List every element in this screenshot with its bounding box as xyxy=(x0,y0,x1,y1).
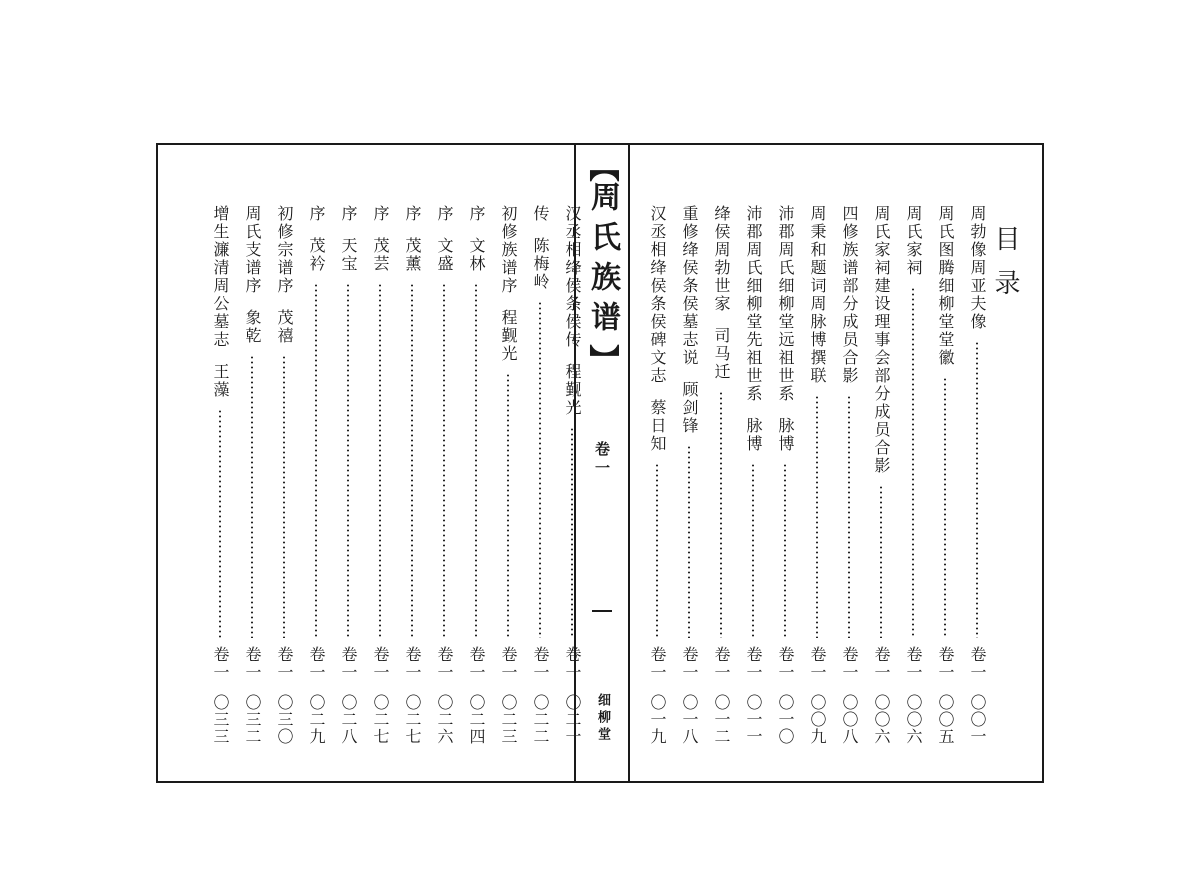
entry-page: 〇〇九 xyxy=(808,694,827,745)
leader-dots xyxy=(688,445,690,638)
toc-entry[interactable] xyxy=(740,205,766,745)
entry-volume: 卷一 xyxy=(648,646,667,682)
leader-dots xyxy=(251,355,253,638)
entry-title: 周氏家祠 xyxy=(904,205,923,277)
leader-dots xyxy=(411,283,413,638)
entry-title: 汉丞相绛侯条侯碑文志 xyxy=(648,205,667,385)
entry-author: 王藻 xyxy=(211,363,230,399)
entry-title: 周氏图腾细柳堂堂徽 xyxy=(936,205,955,367)
toc-entry[interactable] xyxy=(527,205,553,745)
entry-title: 序 xyxy=(307,205,326,223)
entry-title: 重修绛侯条侯墓志说 xyxy=(680,205,699,367)
left-page-toc xyxy=(182,205,582,745)
entry-page: 〇二四 xyxy=(467,694,486,745)
toc-entry[interactable] xyxy=(676,205,702,745)
entry-author: 象乾 xyxy=(243,309,262,345)
hall-name: 细柳堂 xyxy=(595,693,610,744)
toc-entry[interactable] xyxy=(431,205,457,745)
toc-entry[interactable] xyxy=(644,205,670,745)
toc-entry[interactable] xyxy=(271,205,297,745)
entry-page: 〇二一 xyxy=(563,694,582,745)
entry-author: 茂衿 xyxy=(307,237,326,273)
toc-entry[interactable] xyxy=(367,205,393,745)
entry-title: 序 xyxy=(467,205,486,223)
entry-author: 司马迁 xyxy=(712,327,731,381)
leader-dots xyxy=(784,463,786,638)
entry-page: 〇〇八 xyxy=(840,694,859,745)
entry-author: 茂禧 xyxy=(275,309,294,345)
entry-author: 蔡日知 xyxy=(648,399,667,453)
toc-entry[interactable] xyxy=(495,205,521,745)
entry-page: 〇〇六 xyxy=(872,694,891,745)
entry-author: 茂芸 xyxy=(371,237,390,273)
entry-author: 陈梅岭 xyxy=(531,237,550,291)
entry-title: 传 xyxy=(531,205,550,223)
entry-author: 天宝 xyxy=(339,237,358,273)
entry-volume: 卷一 xyxy=(211,646,230,682)
toc-entry[interactable] xyxy=(239,205,265,745)
toc-entry[interactable] xyxy=(708,205,734,745)
entry-author: 茂薰 xyxy=(403,237,422,273)
entry-title: 周秉和题词周脉博撰联 xyxy=(808,205,827,385)
entry-title: 沛郡周氏细柳堂先祖世系 xyxy=(744,205,763,403)
right-page-toc xyxy=(644,205,987,745)
entry-title: 初修族谱序 xyxy=(499,205,518,295)
leader-dots xyxy=(379,283,381,638)
entry-page: 〇二二 xyxy=(531,694,550,745)
entry-page: 〇二六 xyxy=(435,694,454,745)
entry-author: 文林 xyxy=(467,237,486,273)
leader-dots xyxy=(720,391,722,638)
entry-page: 〇一八 xyxy=(680,694,699,745)
entry-page: 〇一〇 xyxy=(776,694,795,745)
leader-dots xyxy=(752,463,754,638)
entry-author: 文盛 xyxy=(435,237,454,273)
entry-volume: 卷一 xyxy=(808,646,827,682)
book-spine xyxy=(574,145,630,781)
leader-dots xyxy=(976,341,978,638)
leader-dots xyxy=(315,283,317,638)
entry-page: 〇一九 xyxy=(648,694,667,745)
leader-dots xyxy=(219,409,221,638)
entry-volume: 卷一 xyxy=(744,646,763,682)
leader-dots xyxy=(347,283,349,638)
leader-dots xyxy=(848,395,850,638)
entry-title: 周氏支谱序 xyxy=(243,205,262,295)
entry-title: 绛侯周勃世家 xyxy=(712,205,731,313)
entry-title: 序 xyxy=(339,205,358,223)
entry-volume: 卷一 xyxy=(499,646,518,682)
leader-dots xyxy=(539,301,541,638)
spine-volume: 卷一 xyxy=(593,441,611,479)
entry-page: 〇三二 xyxy=(243,694,262,745)
entry-volume: 卷一 xyxy=(872,646,891,682)
entry-volume: 卷一 xyxy=(968,646,987,682)
entry-volume: 卷一 xyxy=(435,646,454,682)
entry-author: 脉博 xyxy=(776,417,795,453)
entry-page: 〇〇五 xyxy=(936,694,955,745)
entry-title: 序 xyxy=(403,205,422,223)
entry-page: 〇一一 xyxy=(744,694,763,745)
entry-page: 〇二七 xyxy=(371,694,390,745)
toc-entry[interactable] xyxy=(207,205,233,745)
bracket-close: 】 xyxy=(585,344,620,374)
entry-author: 顾剑锋 xyxy=(680,381,699,435)
entry-volume: 卷一 xyxy=(275,646,294,682)
page-number xyxy=(592,610,612,612)
spine-title: 周氏族谱 xyxy=(585,181,620,341)
entry-volume: 卷一 xyxy=(531,646,550,682)
entry-volume: 卷一 xyxy=(243,646,262,682)
toc-entry[interactable] xyxy=(335,205,361,745)
entry-page: 〇二七 xyxy=(403,694,422,745)
leader-dots xyxy=(816,395,818,638)
entry-title: 沛郡周氏细柳堂远祖世系 xyxy=(776,205,795,403)
entry-volume: 卷一 xyxy=(712,646,731,682)
leader-dots xyxy=(283,355,285,638)
leader-dots xyxy=(507,373,509,638)
entry-title: 序 xyxy=(435,205,454,223)
toc-heading: 目录 xyxy=(990,225,1020,313)
entry-volume: 卷一 xyxy=(467,646,486,682)
toc-entry[interactable] xyxy=(868,205,894,745)
toc-entry[interactable] xyxy=(399,205,425,745)
entry-volume: 卷一 xyxy=(563,646,582,682)
leader-dots xyxy=(475,283,477,638)
bracket-open: 【 xyxy=(585,152,620,182)
entry-page: 〇二九 xyxy=(307,694,326,745)
toc-entry[interactable] xyxy=(772,205,798,745)
toc-entry[interactable] xyxy=(932,205,958,745)
entry-page: 〇一二 xyxy=(712,694,731,745)
entry-title: 增生濂清周公墓志 xyxy=(211,205,230,349)
entry-author: 程觐光 xyxy=(563,363,582,417)
entry-title: 周勃像周亚夫像 xyxy=(968,205,987,331)
entry-volume: 卷一 xyxy=(936,646,955,682)
entry-title: 序 xyxy=(371,205,390,223)
entry-title: 四修族谱部分成员合影 xyxy=(840,205,859,385)
toc-entry[interactable] xyxy=(303,205,329,745)
entry-title: 汉丞相绛侯条侯传 xyxy=(563,205,582,349)
entry-page: 〇二三 xyxy=(499,694,518,745)
leader-dots xyxy=(443,283,445,638)
entry-volume: 卷一 xyxy=(680,646,699,682)
entry-volume: 卷一 xyxy=(840,646,859,682)
book-spread xyxy=(156,143,1044,783)
leader-dots xyxy=(656,463,658,638)
toc-entry[interactable] xyxy=(463,205,489,745)
entry-page: 〇三三 xyxy=(211,694,230,745)
entry-author: 程觐光 xyxy=(499,309,518,363)
spine-title-block xyxy=(576,152,628,374)
entry-page: 〇二八 xyxy=(339,694,358,745)
leader-dots xyxy=(880,485,882,638)
entry-volume: 卷一 xyxy=(307,646,326,682)
entry-volume: 卷一 xyxy=(403,646,422,682)
entry-page: 〇〇六 xyxy=(904,694,923,745)
entry-author: 脉博 xyxy=(744,417,763,453)
entry-page: 〇三〇 xyxy=(275,694,294,745)
entry-volume: 卷一 xyxy=(904,646,923,682)
entry-volume: 卷一 xyxy=(371,646,390,682)
entry-volume: 卷一 xyxy=(339,646,358,682)
leader-dots xyxy=(944,377,946,638)
toc-entry[interactable] xyxy=(964,205,990,745)
leader-dots xyxy=(571,427,573,638)
entry-page: 〇〇一 xyxy=(968,694,987,745)
toc-entry[interactable] xyxy=(900,205,926,745)
toc-entry[interactable] xyxy=(836,205,862,745)
entry-title: 周氏家祠建设理事会部分成员合影 xyxy=(872,205,891,475)
entry-volume: 卷一 xyxy=(776,646,795,682)
toc-entry[interactable] xyxy=(804,205,830,745)
leader-dots xyxy=(912,287,914,638)
entry-title: 初修宗谱序 xyxy=(275,205,294,295)
